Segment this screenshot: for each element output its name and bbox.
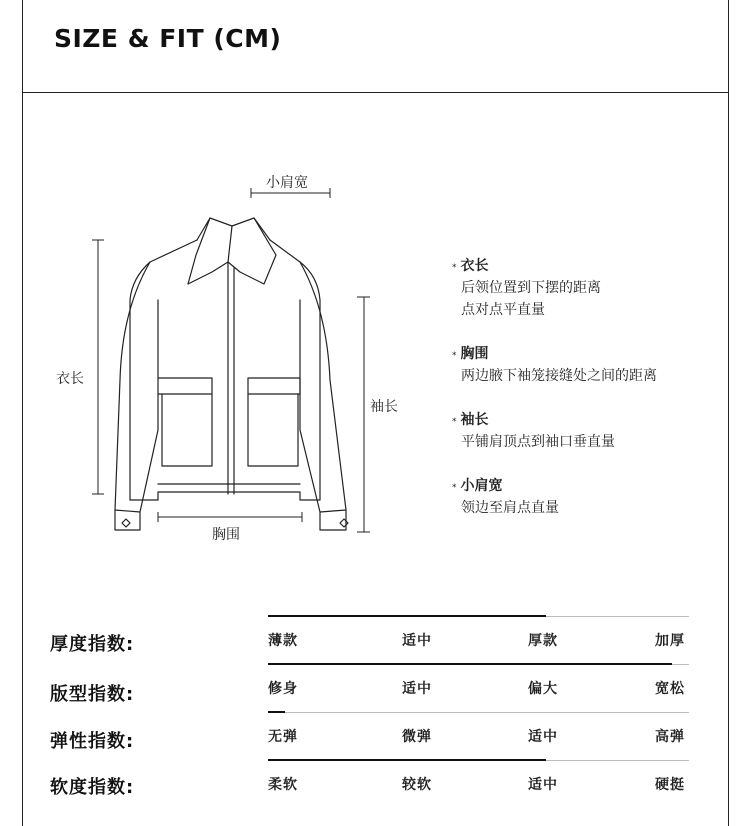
scale-option: 加厚: [655, 633, 685, 649]
softness-scale: [268, 760, 689, 793]
legend-heading: 小肩宽: [460, 478, 503, 494]
sleeve-length-label: 袖长: [370, 399, 398, 415]
softness-index-label: 软度指数:: [50, 777, 135, 798]
page-title: SIZE & FIT (CM): [54, 24, 282, 53]
scale-track: [268, 712, 689, 713]
legend-desc: 点对点平直量: [461, 302, 545, 318]
elasticity-index-label: 弹性指数:: [50, 731, 135, 752]
legend-item-sleeve: [452, 409, 615, 453]
legend-item-chest: [452, 343, 657, 387]
thickness-index-label: 厚度指数:: [50, 634, 135, 655]
legend-item-length: [452, 255, 601, 321]
legend-heading: 衣长: [460, 258, 489, 274]
elasticity-scale: [268, 712, 689, 745]
length-label: 衣长: [56, 371, 84, 387]
bullet-icon: *: [452, 263, 457, 273]
scale-option: 微弹: [402, 729, 432, 745]
scale-option: 宽松: [655, 681, 685, 697]
legend-heading: 胸围: [460, 346, 489, 362]
bullet-icon: *: [452, 483, 457, 493]
scale-option: 适中: [528, 729, 558, 745]
scale-option: 适中: [402, 633, 432, 649]
fit-scale: [268, 664, 689, 697]
scale-level: [268, 615, 546, 617]
thickness-scale: [268, 616, 689, 649]
chest-label: 胸围: [212, 527, 240, 543]
scale-level: [268, 759, 546, 761]
scale-option: 较软: [402, 777, 432, 793]
legend-desc: 领边至肩点直量: [461, 500, 559, 516]
bullet-icon: *: [452, 417, 457, 427]
scale-option: 柔软: [268, 777, 298, 793]
scale-level: [268, 663, 672, 665]
scale-option: 厚款: [528, 633, 558, 649]
scale-level: [268, 711, 285, 713]
legend-item-shoulder: [452, 475, 559, 519]
bullet-icon: *: [452, 351, 457, 361]
legend-desc: 后领位置到下摆的距离: [461, 280, 601, 296]
scale-option: 修身: [268, 681, 298, 697]
fit-index-label: 版型指数:: [50, 684, 135, 705]
legend-desc: 平铺肩顶点到袖口垂直量: [461, 434, 615, 450]
scale-option: 无弹: [268, 729, 298, 745]
scale-option: 适中: [528, 777, 558, 793]
scale-option: 适中: [402, 681, 432, 697]
shoulder-width-label: 小肩宽: [266, 175, 308, 191]
scale-option: 硬挺: [655, 777, 685, 793]
legend-desc: 两边腋下袖笼接缝处之间的距离: [461, 368, 657, 384]
scale-option: 高弹: [655, 729, 685, 745]
legend-heading: 袖长: [460, 412, 489, 428]
scale-option: 偏大: [528, 681, 558, 697]
scale-option: 薄款: [268, 633, 298, 649]
